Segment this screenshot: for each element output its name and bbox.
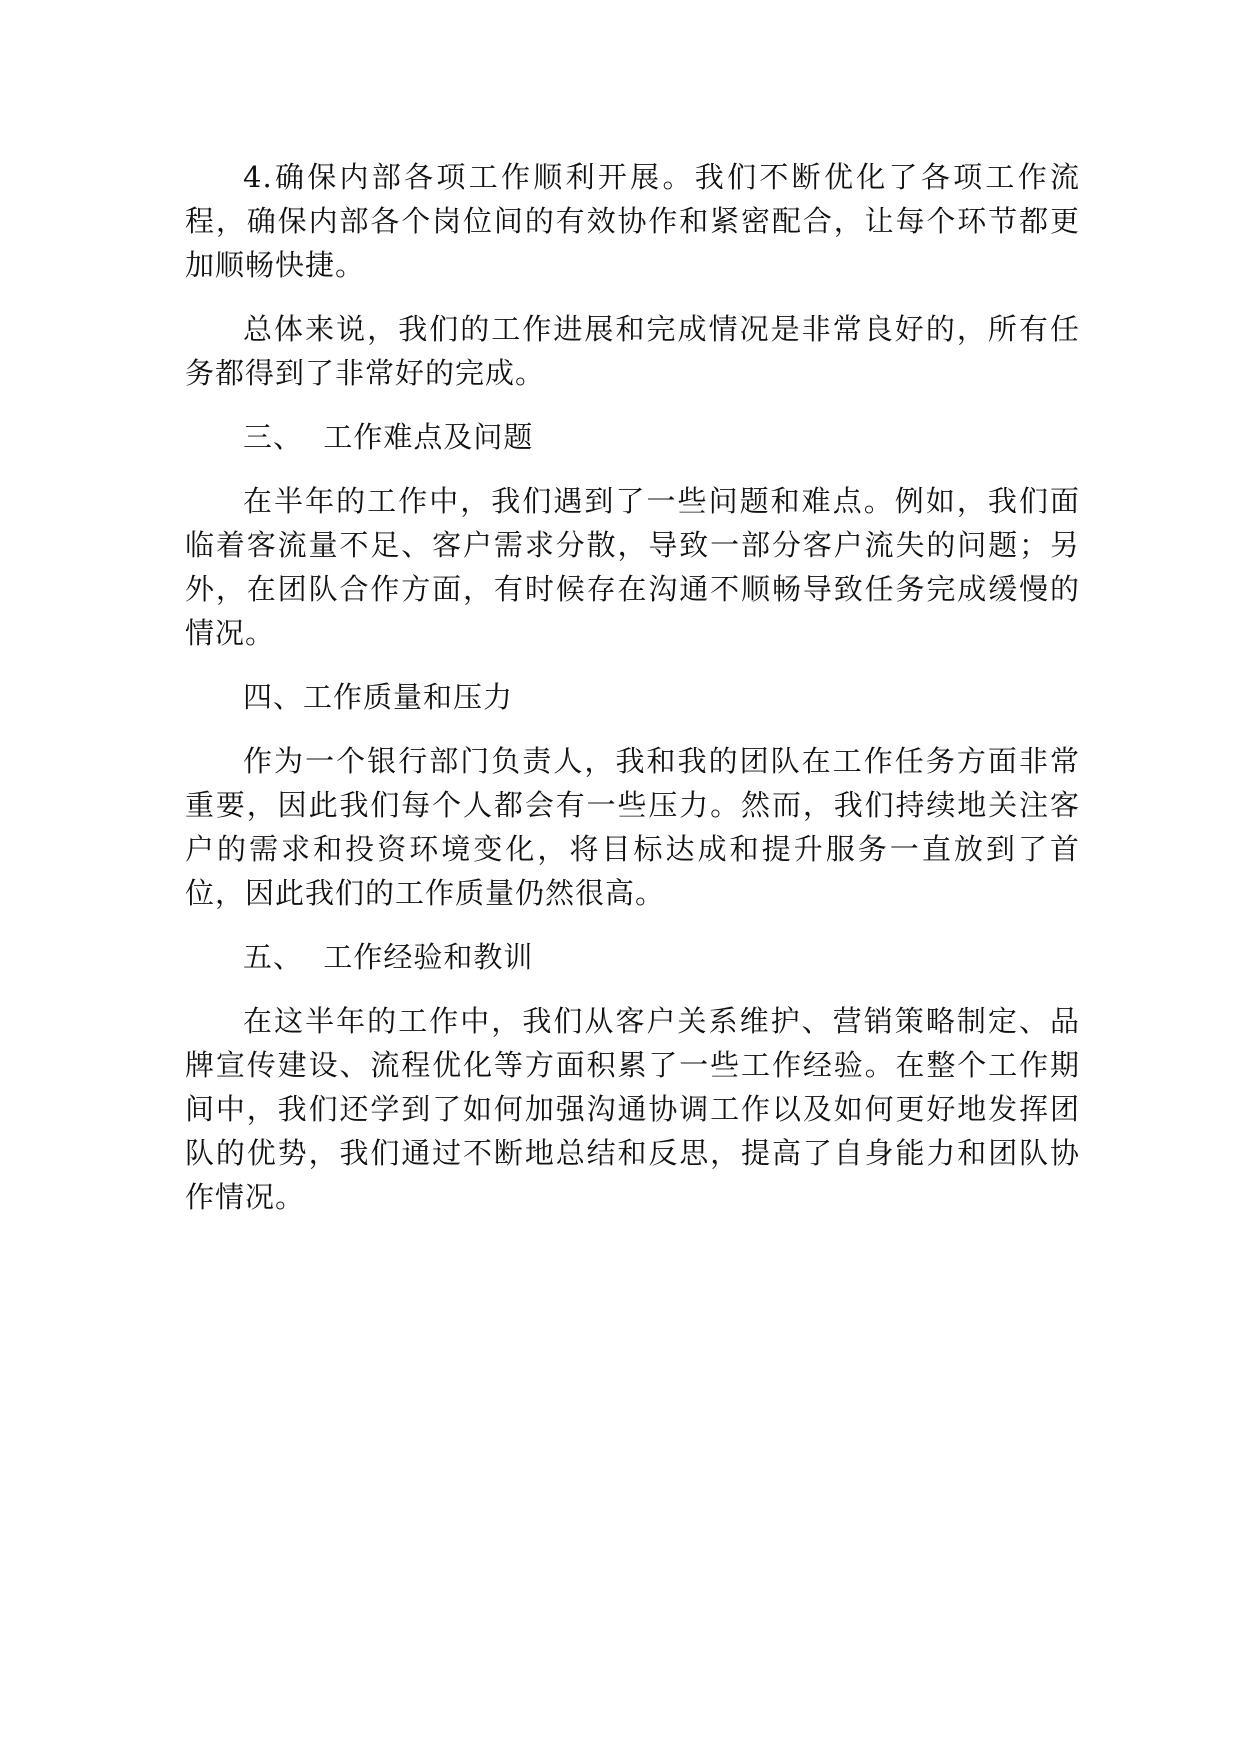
paragraph-experience: 在这半年的工作中，我们从客户关系维护、营销策略制定、品牌宣传建设、流程优化等方面积累了一些工作经验。在整个工作期间中，我们还学到了如何加强沟通协调工作以及如何更好地发挥团队的优势，我们通过不断地总结和反思，提高了自身能力和团队协作情况。 — [185, 1004, 1080, 1214]
section-heading-experience: 五、 工作经验和教训 — [243, 940, 534, 974]
section-heading-quality-pressure: 四、工作质量和压力 — [243, 680, 514, 714]
paragraph-quality-pressure: 作为一个银行部门负责人，我和我的团队在工作任务方面非常重要，因此我们每个人都会有一些压力。然而，我们持续地关注客户的需求和投资环境变化，将目标达成和提升服务一直放到了首位，因此我们的工作质量仍然很高。 — [185, 744, 1080, 910]
section-heading-difficulties: 三、 工作难点及问题 — [243, 420, 534, 454]
document-body — [185, 155, 1080, 1239]
paragraph-overall-summary: 总体来说，我们的工作进展和完成情况是非常良好的，所有任务都得到了非常好的完成。 — [185, 312, 1080, 390]
paragraph-process-optimization: 4.确保内部各项工作顺利开展。我们不断优化了各项工作流程，确保内部各个岗位间的有效协作和紧密配合，让每个环节都更加顺畅快捷。 — [185, 160, 1080, 282]
paragraph-difficulties: 在半年的工作中，我们遇到了一些问题和难点。例如，我们面临着客流量不足、客户需求分散，导致一部分客户流失的问题；另外，在团队合作方面，有时候存在沟通不顺畅导致任务完成缓慢的情况。 — [185, 484, 1080, 650]
